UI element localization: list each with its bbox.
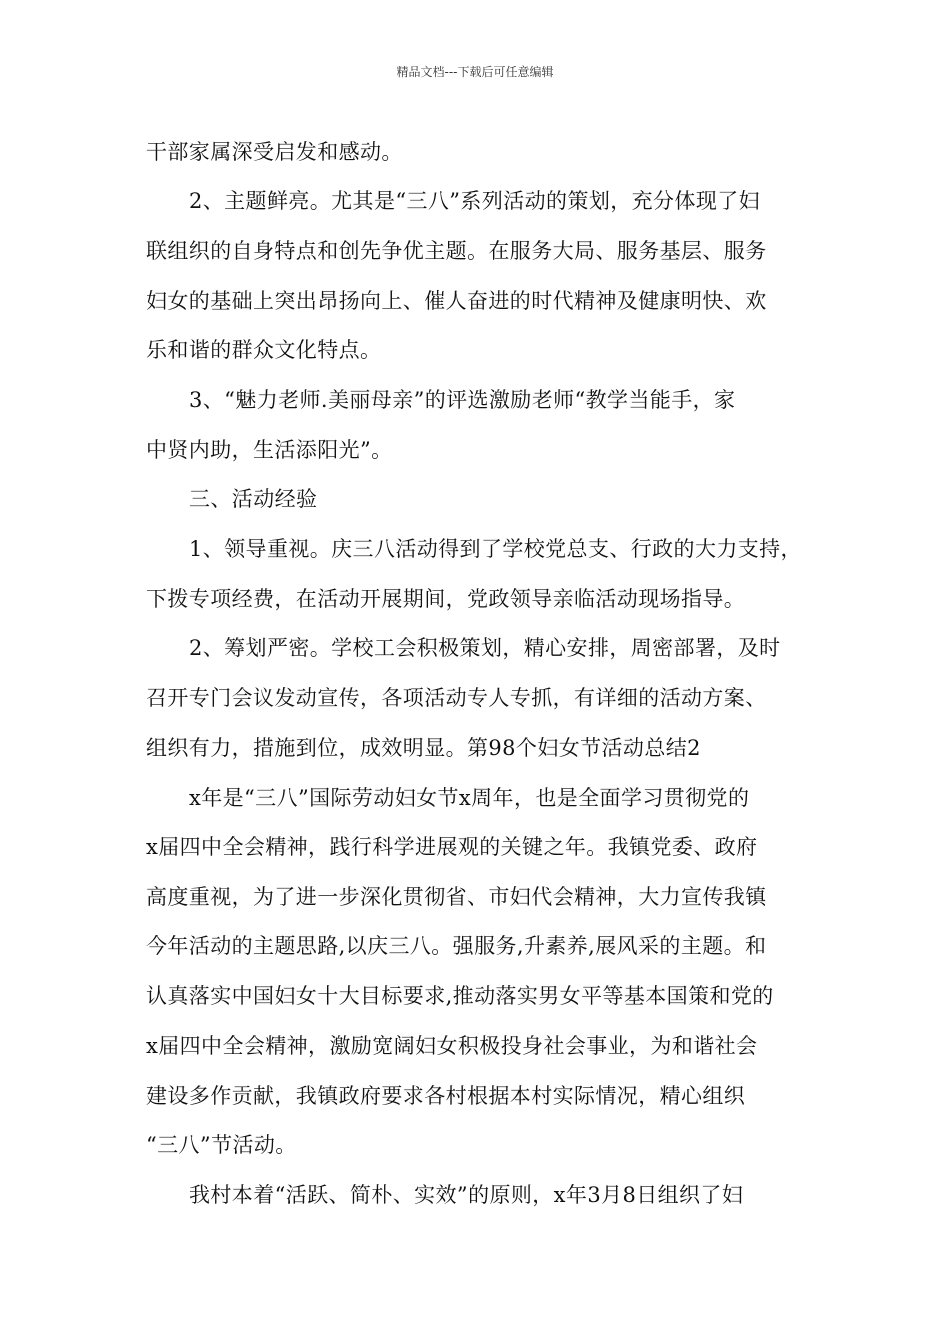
- text-line: 乐和谐的群众文化特点。: [146, 338, 382, 362]
- text-line: x届四中全会精神，激励宽阔妇女积极投身社会事业，为和谐社会: [146, 1034, 758, 1058]
- text-line: 组织有力，措施到位，成效明显。第98个妇女节活动总结2: [146, 736, 701, 760]
- text-line: 2、主题鲜亮。尤其是“三八”系列活动的策划，充分体现了妇: [189, 189, 761, 213]
- text-line: 联组织的自身特点和创先争优主题。在服务大局、服务基层、服务: [146, 239, 767, 263]
- text-line: 中贤内助，生活添阳光”。: [146, 438, 393, 462]
- text-line: 妇女的基础上突出昂扬向上、催人奋进的时代精神及健康明快、欢: [146, 289, 767, 313]
- text-line: 干部家属深受启发和感动。: [146, 140, 403, 164]
- text-line: x年是“三八”国际劳动妇女节x周年，也是全面学习贯彻党的: [189, 786, 750, 810]
- text-line: 1、领导重视。庆三八活动得到了学校党总支、行政的大力支持，: [189, 537, 802, 561]
- text-line: 建设多作贡献，我镇政府要求各村根据本村实际情况，精心组织: [146, 1084, 746, 1108]
- text-line: x届四中全会精神，践行科学进展观的关键之年。我镇党委、政府: [146, 835, 758, 859]
- section-heading: 三、活动经验: [189, 487, 318, 511]
- text-line: 下拨专项经费，在活动开展期间，党政领导亲临活动现场指导。: [146, 587, 746, 611]
- text-line: 认真落实中国妇女十大目标要求,推动落实男女平等基本国策和党的: [146, 984, 774, 1008]
- text-line: 召开专门会议发动宣传，各项活动专人专抓，有详细的活动方案、: [146, 686, 767, 710]
- text-line: 高度重视，为了进一步深化贯彻省、市妇代会精神，大力宣传我镇: [146, 885, 767, 909]
- text-line: 我村本着“活跃、简朴、实效”的原则，x年3月8日组织了妇: [189, 1183, 744, 1207]
- text-line: 3、“魅力老师.美丽母亲”的评选激励老师“教学当能手，家: [189, 388, 736, 412]
- text-line: 2、筹划严密。学校工会积极策划，精心安排，周密部署，及时: [189, 636, 781, 660]
- page-header: 精品文档---下载后可任意编辑: [396, 65, 554, 79]
- text-line: 今年活动的主题思路,以庆三八。强服务,升素养,展风采的主题。和: [146, 934, 767, 958]
- text-line: “三八”节活动。: [146, 1133, 297, 1157]
